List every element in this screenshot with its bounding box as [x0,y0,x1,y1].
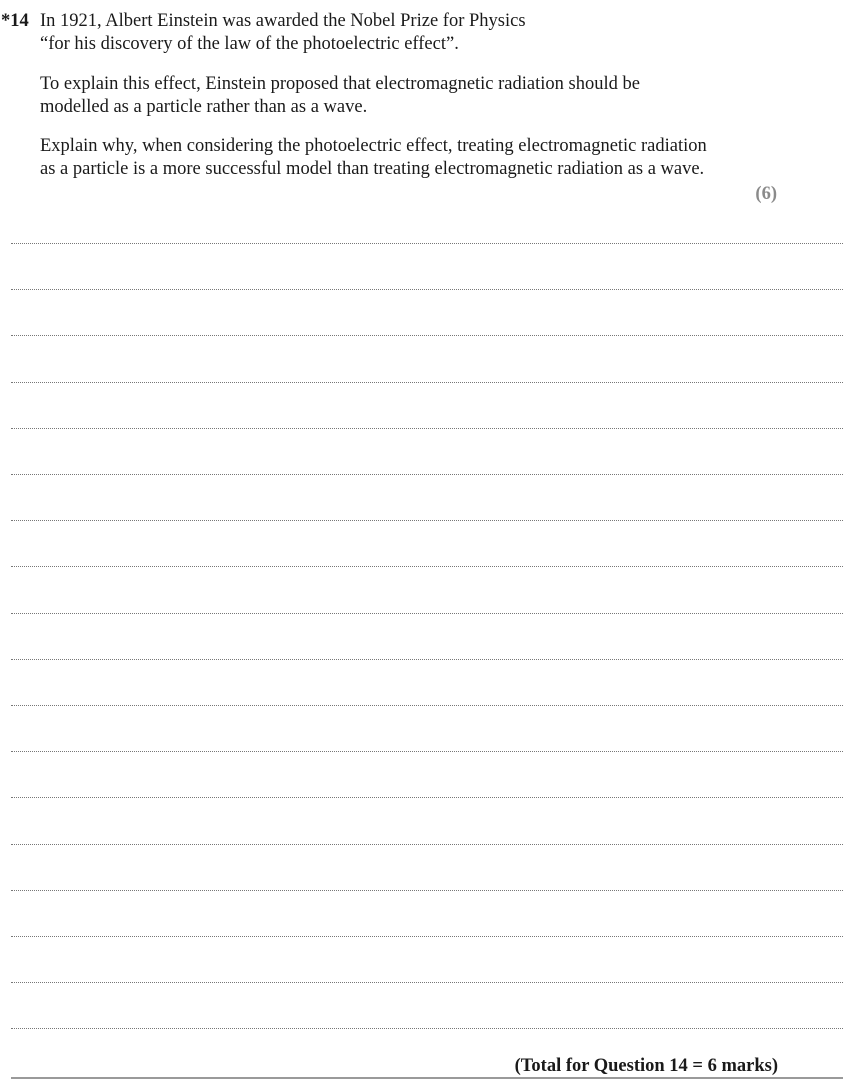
context-line: modelled as a particle rather than as a wave. [40,97,368,117]
answer-line[interactable] [11,520,843,521]
answer-line[interactable] [11,659,843,660]
answer-line[interactable] [11,335,843,336]
task-line: as a particle is a more successful model than treating electromagnetic radiation as a wave. [40,159,705,179]
answer-line[interactable] [11,797,843,798]
answer-line[interactable] [11,382,843,383]
task-line: Explain why, when considering the photoelectric effect, treating electromagnetic radiation [40,136,707,156]
intro-line: “for his discovery of the law of the photoelectric effect”. [40,34,459,54]
answer-line[interactable] [11,751,843,752]
context-line: To explain this effect, Einstein proposed that electromagnetic radiation should be [40,74,640,94]
answer-line[interactable] [11,428,843,429]
answer-line[interactable] [11,613,843,614]
bottom-rule [11,1077,843,1079]
answer-line[interactable] [11,982,843,983]
question-total: (Total for Question 14 = 6 marks) [514,1056,778,1076]
question-number: *14 [1,11,29,31]
answer-line[interactable] [11,289,843,290]
intro-line: In 1921, Albert Einstein was awarded the Nobel Prize for Physics [40,11,526,31]
marks-available: (6) [755,184,777,204]
answer-line[interactable] [11,890,843,891]
answer-line[interactable] [11,705,843,706]
answer-line[interactable] [11,844,843,845]
answer-line[interactable] [11,566,843,567]
answer-area[interactable] [11,0,843,1087]
answer-line[interactable] [11,243,843,244]
answer-line[interactable] [11,1028,843,1029]
answer-line[interactable] [11,474,843,475]
answer-line[interactable] [11,936,843,937]
